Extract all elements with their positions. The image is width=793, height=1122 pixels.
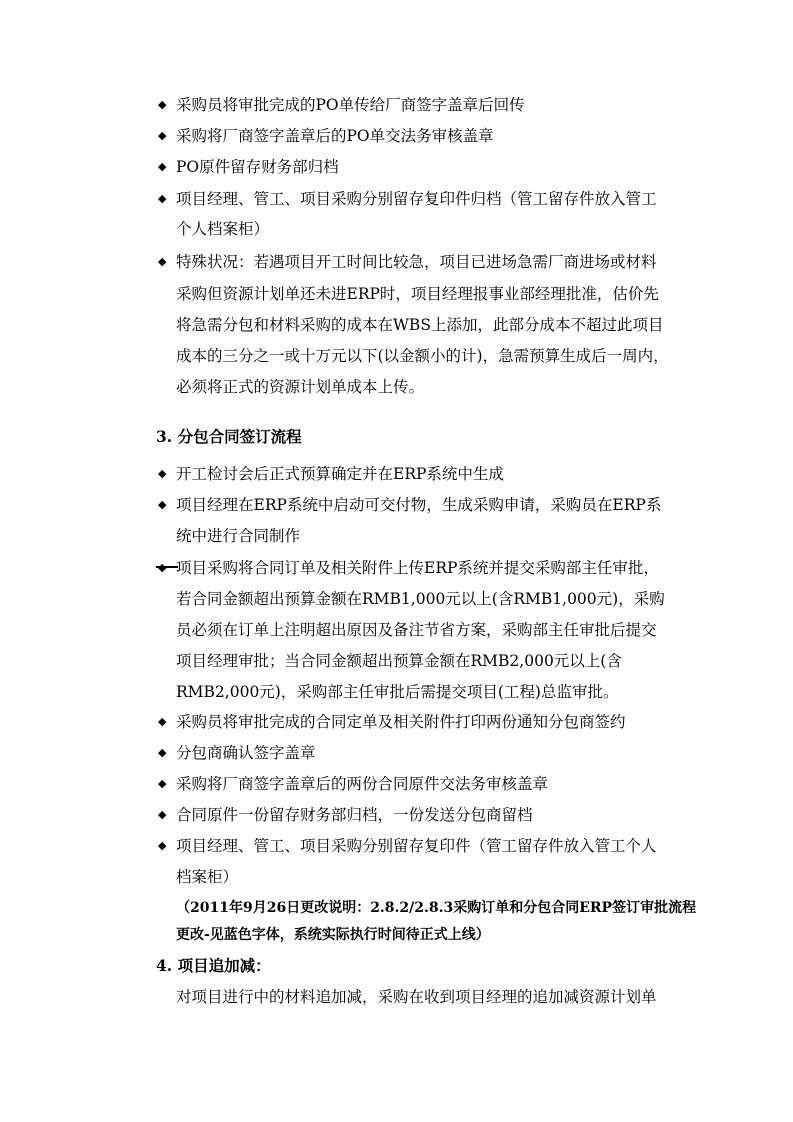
bullet-text: 员必须在订单上注明超出原因及备注节省方案，采购部主任审批后提交	[176, 621, 657, 639]
bullet-text: PO原件留存财务部归档	[176, 158, 339, 176]
bullet-text: 分包商确认签字盖章	[176, 744, 316, 762]
bullet-text: 采购员将审批完成的PO单传给厂商签字盖章后回传	[176, 96, 525, 114]
bullet-text: 采购但资源计划单还未进ERP时，项目经理报事业部经理批准，估价先	[176, 285, 659, 303]
bullet-text: 将急需分包和材料采购的成本在WBS上添加，此部分成本不超过此项目	[176, 316, 664, 334]
bullet-text: RMB2,000元)，采购部主任审批后需提交项目(工程)总监审批。	[176, 683, 619, 701]
bullet-icon: ◆	[158, 192, 167, 205]
bullet-text: 特殊状况：若遇项目开工时间比较急，项目已进场急需厂商进场或材料	[176, 253, 657, 271]
change-note-line: （2011年9月26日更改说明：2.8.2/2.8.3采购订单和分包合同ERP签订审批流程	[176, 900, 697, 916]
bullet-icon: ◆	[158, 715, 167, 728]
bullet-icon: ◆	[158, 777, 167, 790]
bullet-text: 个人档案柜）	[176, 220, 270, 238]
bullet-text: 项目经理、管工、项目采购分别留存复印件归档（管工留存件放入管工	[176, 190, 657, 208]
bullet-text: 采购员将审批完成的合同定单及相关附件打印两份通知分包商签约	[176, 713, 626, 731]
bullet-icon	[158, 558, 166, 578]
change-note-line: 更改-见蓝色字体，系统实际执行时间待正式上线）	[176, 927, 490, 943]
section-paragraph: 对项目进行中的材料追加减，采购在收到项目经理的追加减资源计划单	[176, 988, 657, 1006]
bullet-text: 必须将正式的资源计划单成本上传。	[176, 378, 425, 396]
bullet-icon: ◆	[158, 839, 167, 852]
bullet-text: 合同原件一份留存财务部归档，一份发送分包商留档	[176, 806, 533, 824]
bullet-text: 若合同金额超出预算金额在RMB1,000元以上(含RMB1,000元)，采购	[176, 590, 665, 608]
bullet-text: 项目采购将合同订单及相关附件上传ERP系统并提交采购部主任审批，	[176, 559, 659, 577]
bullet-text: 采购将厂商签字盖章后的两份合同原件交法务审核盖章	[176, 775, 549, 793]
bullet-icon: ◆	[158, 498, 167, 511]
bullet-text: 项目经理、管工、项目采购分别留存复印件（管工留存件放入管工个人	[176, 837, 657, 855]
revision-mark	[156, 566, 178, 568]
bullet-text: 采购将厂商签字盖章后的PO单交法务审核盖章	[176, 127, 494, 145]
bullet-icon: ◆	[158, 746, 167, 759]
section-heading: 3. 分包合同签订流程	[156, 427, 302, 446]
bullet-icon: ◆	[158, 467, 167, 480]
bullet-text: 统中进行合同制作	[176, 527, 301, 545]
bullet-icon: ◆	[158, 808, 167, 821]
bullet-icon: ◆	[158, 129, 167, 142]
bullet-text: 项目经理在ERP系统中启动可交付物，生成采购申请，采购员在ERP系	[176, 496, 662, 514]
bullet-text: 项目经理审批；当合同金额超出预算金额在RMB2,000元以上(含	[176, 652, 622, 670]
bullet-text: 档案柜）	[176, 868, 239, 886]
bullet-text: 开工检讨会后正式预算确定并在ERP系统中生成	[176, 465, 504, 483]
bullet-icon: ◆	[158, 160, 167, 173]
bullet-text: 成本的三分之一或十万元以下(以金额小的计)，急需预算生成后一周内，	[176, 347, 669, 365]
bullet-icon: ◆	[158, 98, 167, 111]
bullet-icon: ◆	[158, 255, 167, 268]
section-heading: 4. 项目追加减：	[156, 956, 271, 975]
